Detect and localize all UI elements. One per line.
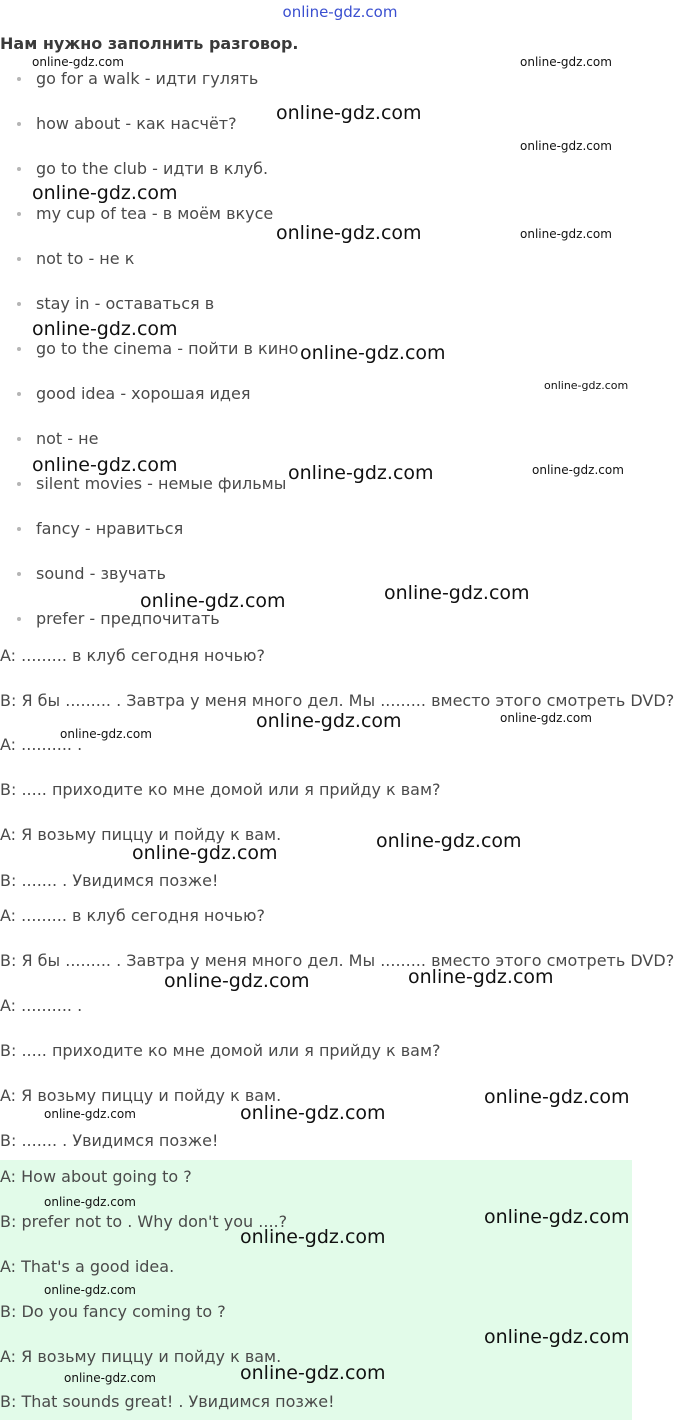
bullet-icon (17, 257, 21, 261)
watermark: online-gdz.com (376, 830, 522, 852)
answer-line: B: Do you fancy coming to ? (0, 1302, 226, 1321)
watermark: online-gdz.com (60, 727, 152, 741)
dialogue-line: A: ......... в клуб сегодня ночью? (0, 646, 265, 665)
bullet-icon (17, 572, 21, 576)
bullet-icon (17, 77, 21, 81)
dialogue-line: B: Я бы ......... . Завтра у меня много дел. Мы ......... вместо этого смотреть DVD? (0, 951, 675, 970)
dialogue-line: A: ......... в клуб сегодня ночью? (0, 906, 265, 925)
watermark: online-gdz.com (44, 1107, 136, 1121)
dialogue-line: B: ....... . Увидимся позже! (0, 871, 219, 890)
watermark: online-gdz.com (500, 711, 592, 725)
watermark: online-gdz.com (240, 1102, 386, 1124)
watermark: online-gdz.com (384, 582, 530, 604)
answer-line: B: That sounds great! . Увидимся позже! (0, 1392, 335, 1411)
watermark: online-gdz.com (484, 1206, 630, 1228)
watermark: online-gdz.com (288, 462, 434, 484)
watermark: online-gdz.com (520, 55, 612, 69)
watermark: online-gdz.com (240, 1362, 386, 1384)
dialogue-line: B: ....... . Увидимся позже! (0, 1131, 219, 1150)
bullet-icon (17, 527, 21, 531)
list-item-text: not - не (36, 429, 99, 448)
watermark: online-gdz.com (484, 1086, 630, 1108)
watermark: online-gdz.com (32, 55, 124, 69)
watermark: online-gdz.com (256, 710, 402, 732)
watermark: online-gdz.com (276, 102, 422, 124)
answer-line: A: Я возьму пиццу и пойду к вам. (0, 1347, 282, 1366)
watermark: online-gdz.com (240, 1226, 386, 1248)
list-item-text: fancy - нравиться (36, 519, 184, 538)
watermark: online-gdz.com (164, 970, 310, 992)
list-item-text: stay in - оставаться в (36, 294, 215, 313)
bullet-icon (17, 167, 21, 171)
dialogue-line: B: ..... приходите ко мне домой или я прийду к вам? (0, 780, 441, 799)
watermark: online-gdz.com (132, 842, 278, 864)
watermark: online-gdz.com (520, 139, 612, 153)
watermark: online-gdz.com (532, 463, 624, 477)
watermark: online-gdz.com (408, 966, 554, 988)
site-header-link[interactable]: online-gdz.com (282, 3, 398, 21)
watermark: online-gdz.com (32, 318, 178, 340)
bullet-icon (17, 122, 21, 126)
list-item-text: prefer - предпочитать (36, 609, 220, 628)
answer-line: A: How about going to ? (0, 1167, 192, 1186)
watermark: online-gdz.com (44, 1283, 136, 1297)
bullet-icon (17, 482, 21, 486)
watermark: online-gdz.com (44, 1195, 136, 1209)
answer-line: B: prefer not to . Why don't you ....? (0, 1212, 288, 1231)
dialogue-line: A: Я возьму пиццу и пойду к вам. (0, 1086, 282, 1105)
watermark: online-gdz.com (32, 454, 178, 476)
list-item-text: good idea - хорошая идея (36, 384, 251, 403)
list-item-text: my cup of tea - в моём вкусе (36, 204, 274, 223)
dialogue-line: A: Я возьму пиццу и пойду к вам. (0, 825, 282, 844)
list-item-text: sound - звучать (36, 564, 166, 583)
dialogue-line: A: .......... . (0, 996, 83, 1015)
list-item-text: go to the cinema - пойти в кино (36, 339, 299, 358)
watermark: online-gdz.com (32, 182, 178, 204)
list-item-text: go to the club - идти в клуб. (36, 159, 269, 178)
bullet-icon (17, 392, 21, 396)
bullet-icon (17, 212, 21, 216)
watermark: online-gdz.com (64, 1371, 156, 1385)
list-item-text: go for a walk - идти гулять (36, 69, 259, 88)
dialogue-line: B: ..... приходите ко мне домой или я прийду к вам? (0, 1041, 441, 1060)
bullet-icon (17, 617, 21, 621)
watermark: online-gdz.com (484, 1326, 630, 1348)
watermark: online-gdz.com (276, 222, 422, 244)
watermark: online-gdz.com (300, 342, 446, 364)
dialogue-line: B: Я бы ......... . Завтра у меня много дел. Мы ......... вместо этого смотреть DVD? (0, 691, 675, 710)
watermark: online-gdz.com (520, 227, 612, 241)
bullet-icon (17, 437, 21, 441)
watermark: online-gdz.com (544, 379, 629, 392)
answer-line: A: That's a good idea. (0, 1257, 175, 1276)
bullet-icon (17, 302, 21, 306)
dialogue-line: A: .......... . (0, 735, 83, 754)
list-item-text: silent movies - немые фильмы (36, 474, 287, 493)
list-item-text: not to - не к (36, 249, 135, 268)
watermark: online-gdz.com (140, 590, 286, 612)
bullet-icon (17, 347, 21, 351)
task-heading: Нам нужно заполнить разговор. (0, 34, 299, 53)
list-item-text: how about - как насчёт? (36, 114, 237, 133)
